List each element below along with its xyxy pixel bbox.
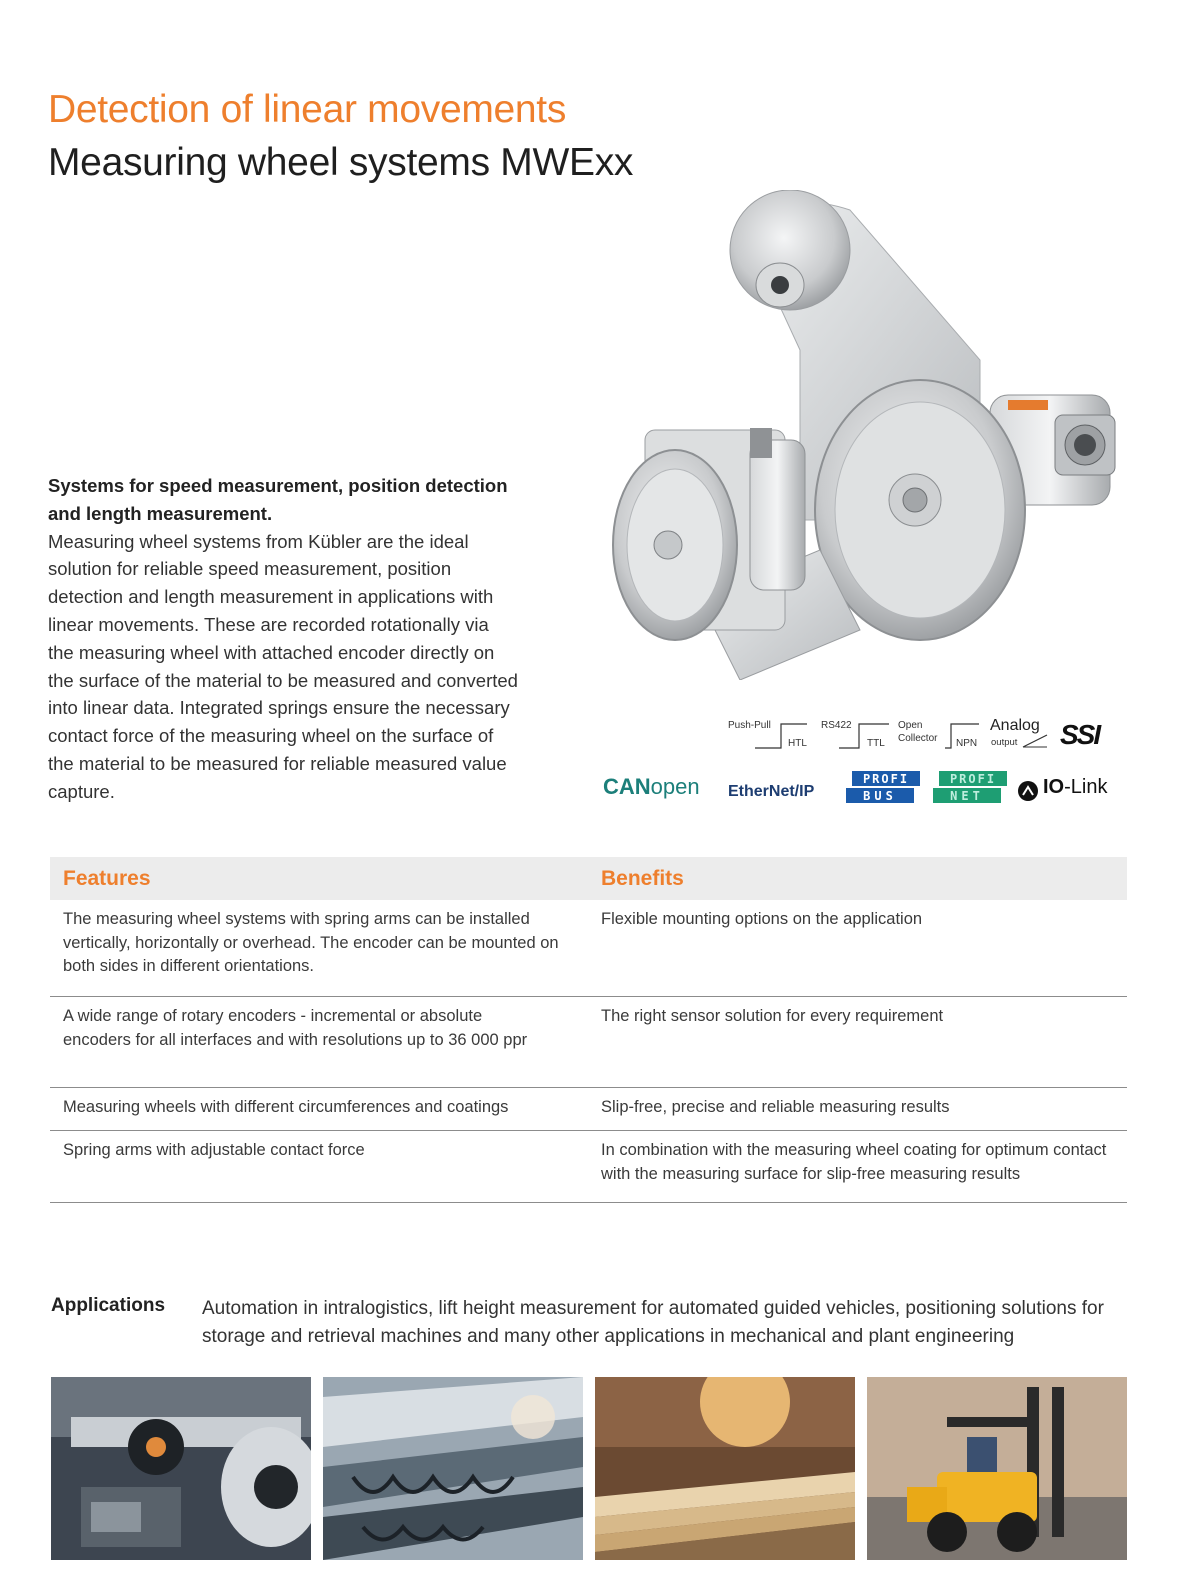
application-photo-forklift	[867, 1377, 1127, 1560]
feature-cell: A wide range of rotary encoders - incremental or absolute encoders for all interfaces and with resolutions up to 36 000 ppr	[63, 1007, 528, 1049]
profibus-logo	[846, 770, 926, 804]
io-link-bold: IO	[1043, 776, 1065, 798]
benefit-cell: The right sensor solution for every requirement	[601, 1007, 944, 1025]
table-row	[50, 1131, 1127, 1203]
applications-label: Applications	[51, 1295, 166, 1316]
profinet-logo	[933, 770, 1013, 804]
features-benefits-table	[50, 857, 1127, 1203]
table-header	[50, 857, 1127, 900]
analog-output-label: output	[991, 737, 1018, 748]
benefit-cell: Flexible mounting options on the application	[601, 910, 923, 928]
ethernet-ip-logo: EtherNet/IP	[728, 783, 815, 800]
profibus-bottom-text: BUS	[863, 789, 897, 803]
profinet-bottom-text: NET	[950, 789, 984, 803]
features-header: Features	[63, 867, 151, 890]
ssi-logo: SSI	[1060, 719, 1100, 750]
benefits-header: Benefits	[601, 867, 684, 890]
application-photo-machinery	[51, 1377, 311, 1560]
application-photo-lumber	[595, 1377, 855, 1560]
io-link-logo	[1043, 776, 1107, 799]
table-row	[50, 997, 1127, 1088]
application-photo-conveyor	[323, 1377, 583, 1560]
canopen-logo	[603, 774, 700, 800]
open-label: Open	[898, 720, 923, 731]
page-supertitle: Detection of linear movements	[48, 88, 567, 131]
feature-cell: Measuring wheels with different circumferences and coatings	[63, 1098, 509, 1116]
intro-lead: Systems for speed measurement, position detection and length measurement.	[48, 475, 508, 524]
profinet-top-text: PROFI	[949, 772, 997, 786]
push-pull-label: Push-Pull	[728, 720, 771, 731]
benefit-cell: Slip-free, precise and reliable measuring results	[601, 1098, 950, 1116]
analog-label: Analog	[990, 717, 1040, 734]
htl-label: HTL	[788, 738, 807, 749]
table-row	[50, 1088, 1127, 1131]
canopen-bold: CAN	[603, 774, 651, 799]
feature-cell: The measuring wheel systems with spring arms can be installed vertically, horizontally or overhead. The encoder can be mounted on both sides in different orientations.	[63, 910, 559, 975]
product-image	[600, 190, 1140, 680]
page-title: Measuring wheel systems MWExx	[48, 141, 634, 184]
intro-body: Measuring wheel systems from Kübler are the ideal solution for reliable speed measurement, position detection and length measurement in applications with linear movements. These are recorded rotationally via the measuring wheel with attached encoder directly on the surface of the material to be measured and converted into linear data. Integrated springs ensure the necessary contact force of the measuring wheel on the surface of the material to be measured for reliable measured value capture.	[48, 530, 518, 802]
npn-label: NPN	[956, 738, 978, 749]
benefit-cell: In combination with the measuring wheel coating for optimum contact with the measuring surface for slip-free measuring results	[601, 1141, 1107, 1183]
applications-text: Automation in intralogistics, lift height measurement for automated guided vehicles, positioning solutions for storage and retrieval machines and many other applications in mechanical and plant engineering	[202, 1298, 1104, 1347]
interface-icons	[725, 715, 1135, 755]
ttl-label: TTL	[867, 738, 885, 749]
rs422-label: RS422	[821, 720, 852, 731]
io-link-light: -Link	[1064, 776, 1108, 798]
fieldbus-logos	[600, 766, 1130, 806]
canopen-light: open	[650, 774, 700, 799]
table-row	[50, 900, 1127, 997]
feature-cell: Spring arms with adjustable contact force	[63, 1141, 365, 1159]
collector-label: Collector	[898, 733, 938, 744]
analog-ramp-icon	[1021, 733, 1049, 749]
profibus-top-text: PROFI	[862, 772, 910, 786]
intro-paragraph	[48, 472, 518, 806]
io-link-icon	[1017, 780, 1039, 802]
